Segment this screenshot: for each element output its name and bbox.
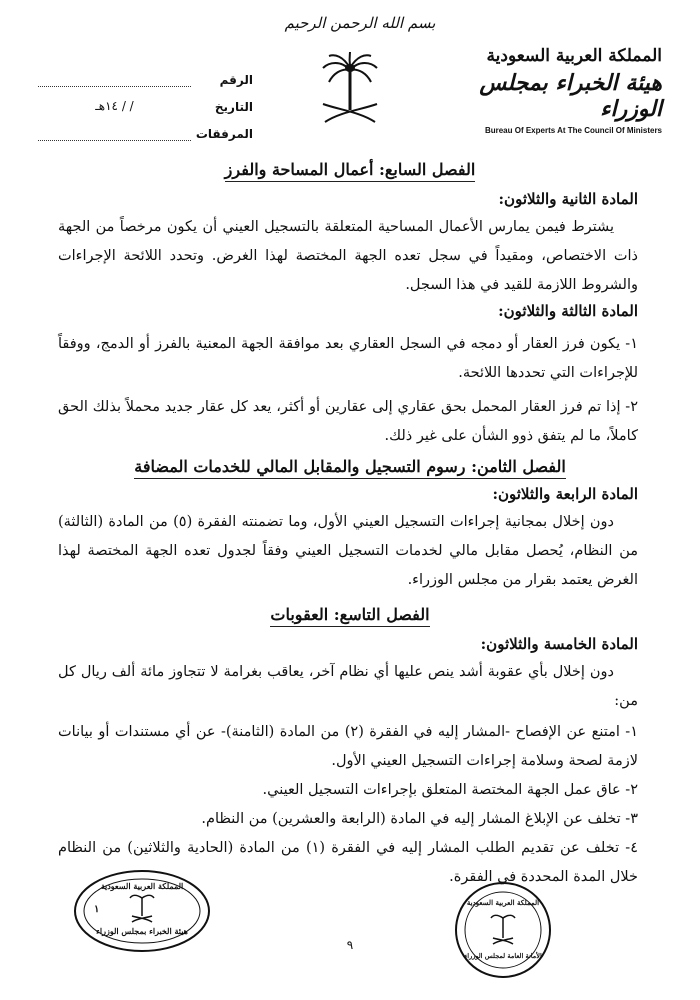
country-name: المملكة العربية السعودية bbox=[486, 46, 662, 66]
article-32-title: المادة الثانية والثلاثون: bbox=[498, 190, 638, 208]
article-35-item-3: ٣- تخلف عن الإبلاغ المشار إليه في المادة (الرابعة والعشرين) من النظام. bbox=[201, 811, 638, 827]
chapter-8-title bbox=[40, 457, 660, 476]
article-35-item-2: ٢- عاق عمل الجهة المختصة المتعلق بإجراءات التسجيل العيني. bbox=[262, 782, 638, 798]
chapter-7-title bbox=[40, 160, 660, 179]
official-seal-right bbox=[453, 880, 553, 980]
attachments-value bbox=[38, 139, 191, 141]
seal-right-top-text: المملكة العربية السعودية bbox=[466, 898, 540, 907]
chapter-9-title bbox=[40, 605, 660, 624]
basmala: بسم الله الرحمن الرحيم bbox=[284, 14, 436, 32]
organization-name-en: Bureau Of Experts At The Council Of Ministers bbox=[484, 126, 662, 135]
seal-right-bottom-text: الأمانة العامة لمجلس الوزراء bbox=[464, 952, 542, 960]
chapter-8-title-text: الفصل الثامن: رسوم التسجيل والمقابل المالي للخدمات المضافة bbox=[134, 457, 566, 479]
organization-letterhead bbox=[432, 46, 662, 135]
reference-row bbox=[38, 60, 253, 87]
seal-left-top-text: المملكة العربية السعودية bbox=[100, 881, 184, 891]
article-33-title: المادة الثالثة والثلاثون: bbox=[498, 302, 638, 320]
attachments-label: المرفقات bbox=[195, 127, 253, 141]
article-35-intro: دون إخلال بأي عقوبة أشد ينص عليها أي نظام آخر، يعاقب بغرامة لا تتجاوز مائة ألف ريال كل من: bbox=[58, 664, 638, 709]
chapter-9-title-text: الفصل التاسع: العقوبات bbox=[270, 605, 429, 627]
organization-name-ar: هيئة الخبراء بمجلس الوزراء bbox=[479, 70, 662, 122]
article-35-item-4: ٤- تخلف عن تقديم الطلب المشار إليه في الفقرة (١) من المادة (الحادية والثلاثين) من النظام خلال المدة المحددة في الفقرة. bbox=[58, 840, 638, 885]
article-35-item-1: ١- امتنع عن الإفصاح -المشار إليه في الفقرة (٢) من المادة (الثامنة)- عن أي مستندات أو بيانات لازمة لصحة وسلامة إجراءات التسجيل العيني الأول. bbox=[58, 724, 638, 769]
official-seal-left bbox=[72, 868, 212, 954]
seal-left-number: ١ bbox=[94, 904, 100, 915]
number-label: الرقم bbox=[219, 73, 253, 87]
date-value: / / ١٤هـ bbox=[95, 99, 134, 113]
reference-fields bbox=[38, 60, 253, 141]
chapter-7-title-text: الفصل السابع: أعمال المساحة والفرز bbox=[225, 160, 476, 182]
seal-left-bottom-text: هيئة الخبراء بمجلس الوزراء bbox=[96, 926, 188, 936]
article-35-title: المادة الخامسة والثلاثون: bbox=[480, 635, 638, 653]
article-34-title: المادة الرابعة والثلاثون: bbox=[492, 485, 638, 503]
article-34-text: دون إخلال بمجانية إجراءات التسجيل العيني الأول، وما تضمنته الفقرة (٥) من المادة (الثالثة) من النظام، يُحصل مقابل مالي لخدمات التسجيل العيني وفقاً لجدول تعده الجهة المختصة لهذا الغرض يعتمد بقرار من مجلس الوزراء. bbox=[58, 514, 638, 588]
number-value bbox=[38, 85, 191, 87]
article-33-item-1: ١- يكون فرز العقار أو دمجه في السجل العقاري بعد موافقة الجهة المعنية بالفرز أو الدمج، ووفقاً للإجراءات التي تحددها اللائحة. bbox=[58, 336, 638, 381]
page-number: ٩ bbox=[346, 938, 354, 952]
date-row bbox=[38, 87, 253, 114]
date-label: التاريخ bbox=[214, 100, 253, 114]
article-33-item-2: ٢- إذا تم فرز العقار المحمل بحق عقاري إلى عقارين أو أكثر، يعد كل عقار جديد محملاً بذلك الحق كاملاً، ما لم يتفق ذوو الشأن على غير ذلك. bbox=[58, 399, 638, 444]
article-32-text: يشترط فيمن يمارس الأعمال المساحية المتعلقة بالتسجيل العيني أن يكون مرخصاً من الجهة ذات الاختصاص، ومقيداً في سجل تعده الجهة المختصة لهذا الغرض. وتحدد اللائحة الإجراءات والشروط اللازمة للقيد في هذا السجل. bbox=[58, 219, 638, 293]
palm-swords-emblem-icon bbox=[315, 52, 385, 132]
attachments-row bbox=[38, 114, 253, 141]
